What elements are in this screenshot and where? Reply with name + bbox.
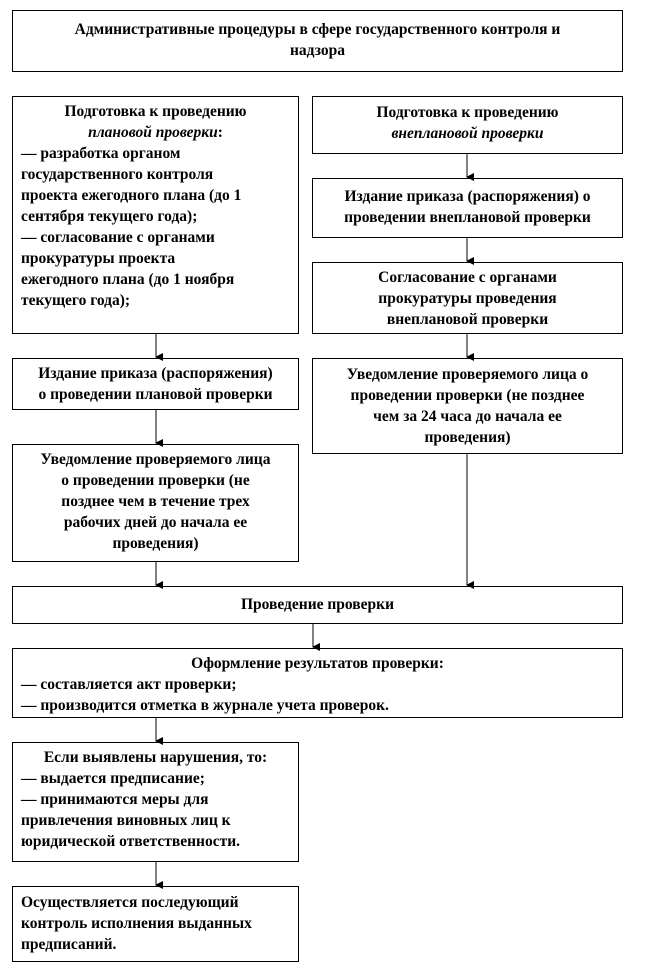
planned-prep-item: государственного контроля (21, 166, 214, 183)
planned-prep-item: проекта ежегодного плана (до 1 (21, 187, 242, 204)
unplanned-prep-kind: внеплановой проверки (391, 125, 544, 142)
planned-order-line: Издание приказа (распоряжения) (38, 365, 273, 382)
violations-item: юридической ответственности. (21, 833, 241, 850)
planned-prep-kind: плановой проверки (88, 124, 218, 141)
followup-line: Осуществляется последующий (21, 894, 239, 911)
title-line-1: Административные процедуры в сфере государственного контроля и (74, 21, 561, 38)
followup-line: предписаний. (21, 936, 117, 953)
planned-prep-heading: Подготовка к проведению (64, 103, 247, 120)
results-item: — производится отметка в журнале учета проверок. (21, 697, 389, 714)
planned-prep-item: — согласование с органами (21, 229, 215, 246)
results-item: — составляется акт проверки; (21, 676, 237, 693)
unplanned-approval-line: Согласование с органами (378, 269, 557, 286)
title-line-2: надзора (290, 42, 345, 59)
unplanned-notice-line: Уведомление проверяемого лица о (346, 366, 589, 383)
followup-line: контроль исполнения выданных (21, 915, 252, 932)
planned-notice-line: о проведении проверки (не (61, 472, 250, 489)
unplanned-notice-line: чем за 24 часа до начала ее (373, 408, 562, 425)
planned-prep-item: ежегодного плана (до 1 ноября (21, 271, 235, 288)
planned-prep-item: — разработка органом (21, 145, 181, 162)
violations-item: привлечения виновных лиц к (21, 812, 231, 829)
planned-prep-item: текущего года); (21, 292, 131, 309)
unplanned-approval-line: внеплановой проверки (386, 311, 549, 328)
unplanned-notice-line: проведения) (424, 429, 511, 446)
unplanned-approval-line: прокуратуры проведения (378, 290, 557, 307)
violations-item: — выдается предписание; (21, 770, 205, 787)
planned-prep-item: прокуратуры проекта (21, 250, 176, 267)
planned-notice-line: проведения) (112, 535, 199, 552)
conduct-line: Проведение проверки (240, 596, 395, 613)
unplanned-notice-line: проведении проверки (не позднее (350, 387, 585, 404)
violations-heading: Если выявлены нарушения, то: (43, 749, 268, 766)
planned-notice-line: Уведомление проверяемого лица (40, 451, 271, 468)
planned-prep-colon: : (217, 124, 223, 141)
planned-notice-line: рабочих дней до начала ее (63, 514, 248, 531)
results-heading: Оформление результатов проверки: (191, 655, 444, 672)
planned-order-line: о проведении плановой проверки (38, 386, 273, 403)
unplanned-order-line: проведении внеплановой проверки (344, 209, 591, 226)
unplanned-order-line: Издание приказа (распоряжения) о (344, 188, 591, 205)
unplanned-prep-heading: Подготовка к проведению (376, 104, 559, 121)
violations-item: — принимаются меры для (21, 791, 209, 808)
planned-prep-item: сентября текущего года); (21, 208, 198, 225)
planned-notice-line: позднее чем в течение трех (61, 493, 250, 510)
